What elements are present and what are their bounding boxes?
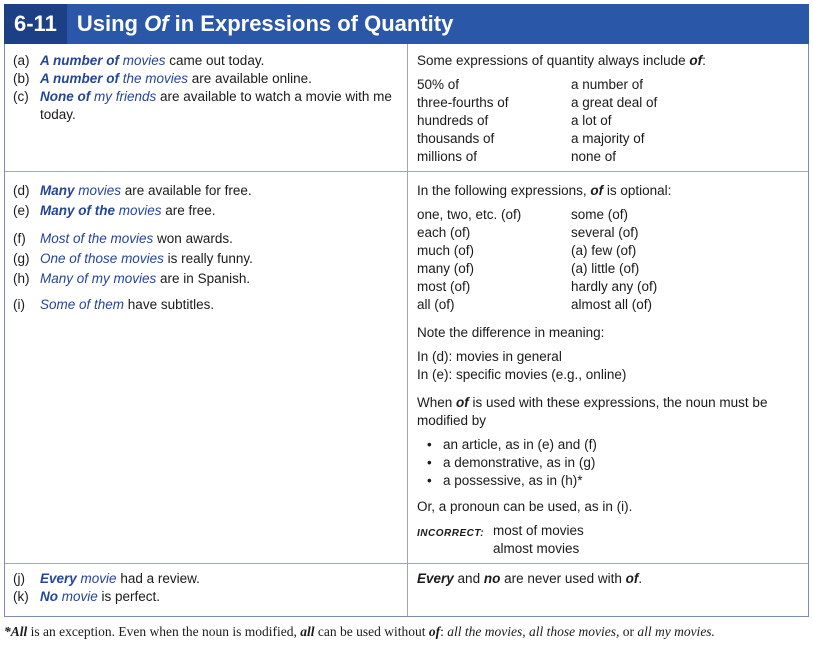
when-of-rule: When of is used with these expressions, the noun must be modified by [417,395,768,428]
example-h: (h) Many of my movies are in Spanish. [13,271,251,286]
example-a: (a) A number of movies came out today. [13,53,265,68]
incorrect-label: INCORRECT: [417,528,485,539]
example-d: (d) Many movies are available for free. [13,183,252,198]
grammar-table [4,44,809,617]
optional-of-intro: In the following expressions, of is optional: [417,183,672,198]
example-b: (b) A number of the movies are available online. [13,71,312,86]
bullet-article: • an article, as in (e) and (f) [443,436,802,454]
example-c: (c) None of my friends are available to watch a movie with me today. [13,89,392,122]
row-always-of [5,44,808,172]
optional-of-explanation [417,182,802,558]
pronoun-note: Or, a pronoun can be used, as in (i). [417,499,633,514]
examples-j-k [13,570,403,606]
bullet-demonstrative: • a demonstrative, as in (g) [443,454,802,472]
every-no-rule: Every and no are never used with of. [417,571,643,586]
examples-d-i [13,182,403,314]
incorrect-examples: INCORRECT: most of movies almost movies [417,523,584,556]
example-i: (i) Some of them have subtitles. [13,297,215,312]
example-j: (j) Every movie had a review. [13,571,200,586]
note-e: In (e): specific movies (e.g., online) [417,367,627,382]
bullet-possessive: • a possessive, as in (h)* [443,472,802,490]
optional-of-list: one, two, etc. (of) some (of) each (of) several (of) much (of) (a) few (of) many (of) (a) little (of) most (of) hardly any (of) all (of) almost all (of) [417,207,658,312]
example-e: (e) Many of the movies are free. [13,203,216,218]
example-f: (f) Most of the movies won awards. [13,231,233,246]
footnote: *All is an exception. Even when the noun is modified, all can be used without of: all the movies, all those movies, or all my movies. [4,624,715,639]
example-g: (g) One of those movies is really funny. [13,251,253,266]
example-k: (k) No movie is perfect. [13,589,161,604]
row-optional-of [5,172,808,564]
modifier-list [417,436,802,490]
always-of-list: 50% of a number of three-fourths of a great deal of hundreds of a lot of thousands of a majority of millions of none of [417,77,658,164]
always-of-intro: Some expressions of quantity always include of: [417,53,706,68]
always-of-explanation [417,52,802,166]
row-every-no [5,564,808,616]
note-heading: Note the difference in meaning: [417,325,605,340]
note-d: In (d): movies in general [417,349,562,364]
chart-header [4,4,809,44]
chart-number: 6-11 [4,4,67,44]
examples-a-c [13,52,403,124]
chart-title: Using Of in Expressions of Quantity [76,11,454,36]
